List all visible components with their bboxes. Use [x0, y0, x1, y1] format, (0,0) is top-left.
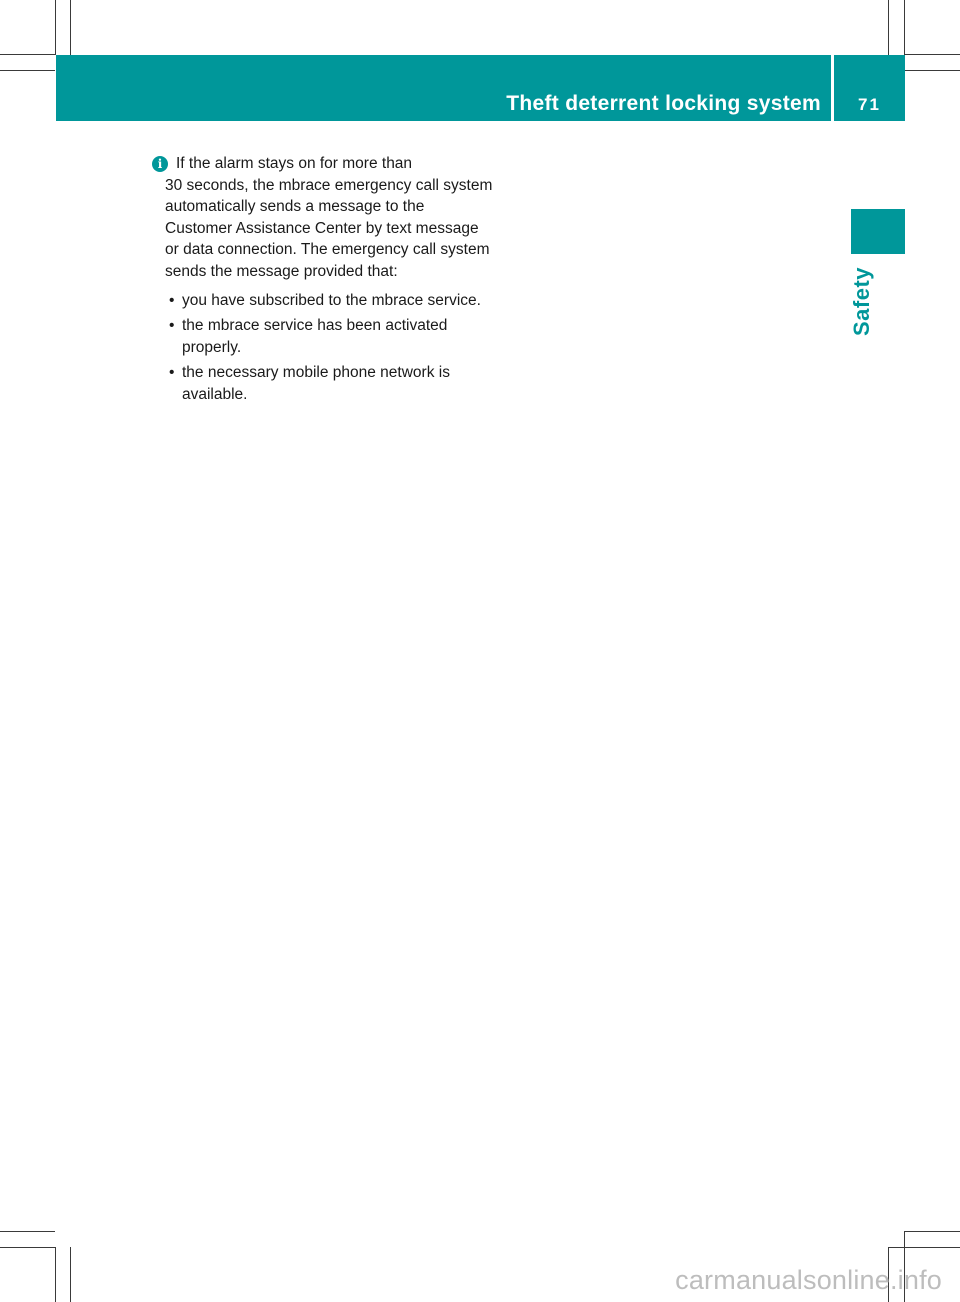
bullet-icon: • [169, 317, 175, 335]
crop-mark-bottom-left-horizontal [0, 1231, 55, 1232]
info-note-body: 30 seconds, the mbrace emergency call system automatically sends a message to the Customer Assistance Center by text message or data connection. The emergency call system sends the message provided that: [165, 176, 493, 280]
list-item-text: you have subscribed to the mbrace service. [182, 291, 481, 309]
crop-mark-bottom-left-vertical-outer [70, 1247, 71, 1302]
chapter-label [848, 262, 876, 338]
crop-mark-bottom-left-horizontal-outer [0, 1247, 55, 1248]
list-item-text: the necessary mobile phone network is available. [182, 364, 450, 403]
info-note-first-line: If the alarm stays on for more than [176, 155, 413, 172]
bullet-icon: • [169, 364, 175, 382]
page-number: 71 [858, 95, 881, 114]
page-header [56, 55, 905, 121]
crop-mark-top-left-vertical-outer [70, 0, 71, 55]
crop-mark-top-right-horizontal-outer [905, 70, 960, 71]
list-item [165, 315, 493, 358]
watermark: carmanualsonline.info [675, 1265, 942, 1295]
list-item-text: the mbrace service has been activated properly. [182, 317, 448, 356]
crop-mark-top-left-horizontal [0, 54, 55, 55]
crop-mark-bottom-right-horizontal [905, 1231, 960, 1232]
section-title: Theft deterrent locking system [506, 92, 821, 115]
chapter-tab [851, 209, 905, 254]
crop-mark-top-right-vertical [888, 0, 889, 55]
crop-mark-top-right-vertical-outer [904, 0, 905, 55]
chapter-label-text: Safety [849, 266, 874, 336]
crop-mark-bottom-right-horizontal-outer [888, 1247, 960, 1248]
bullet-icon: • [169, 291, 175, 309]
page-content [148, 153, 493, 410]
info-note [148, 153, 493, 283]
info-icon: i [152, 156, 168, 172]
crop-mark-bottom-left-vertical [55, 1247, 56, 1302]
list-item [165, 290, 493, 312]
crop-mark-top-left-horizontal-outer [0, 70, 55, 71]
crop-mark-top-right-horizontal [905, 54, 960, 55]
condition-list [148, 290, 493, 406]
crop-mark-top-left-vertical [55, 0, 56, 55]
info-note-text [165, 153, 493, 283]
list-item [165, 362, 493, 405]
